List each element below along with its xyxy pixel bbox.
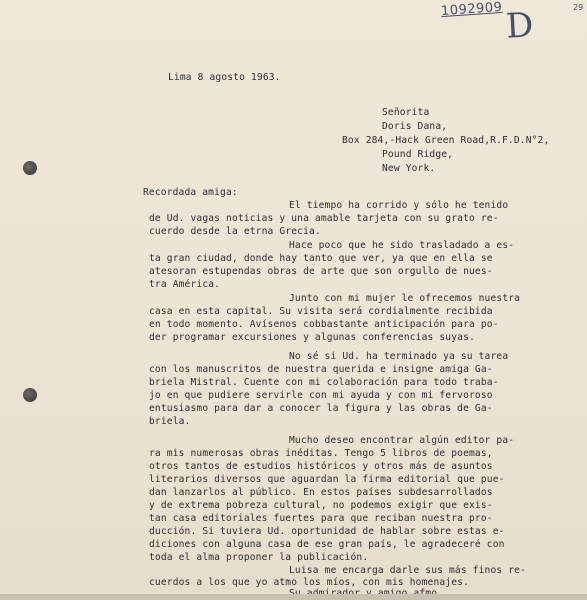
recipient-line: Box 284,-Hack Green Road,R.F.D.N°2,: [342, 135, 550, 146]
body-line: casa en esta capital. Su visita será cordialmente recibida: [149, 306, 493, 317]
body-line: dan lanzarlos al público. En estos países subdesarrollados: [149, 487, 493, 498]
recipient-line: New York.: [382, 163, 436, 174]
body-line: en todo momento. Avísenos cobbastante anticipación para po-: [149, 319, 499, 330]
body-line: y de extrema pobreza cultural, no podemos exigir que exis-: [149, 500, 493, 511]
body-line: tra América.: [149, 279, 221, 290]
body-line: Luisa me encarga darle sus más finos re-: [289, 565, 527, 576]
body-line: cuerdos a los que yo atmo los míos, con mis homenajes.: [149, 577, 469, 588]
body-line: entusiasmo para dar a conocer la figura y las obras de Ga-: [149, 403, 493, 414]
body-line: Hace poco que he sido trasladado a es-: [289, 240, 515, 251]
body-line: ducción. Si tuviera Ud. oportunidad de hablar sobre estas e-: [149, 526, 505, 537]
body-line: briela Mistral. Cuente con mi colaboración para todo traba-: [149, 377, 499, 388]
letter-mark: D: [504, 5, 535, 47]
recipient-line: Señorita: [382, 107, 430, 118]
body-line: tan casa editoriales fuertes para que reciban nuestra pro-: [149, 513, 493, 524]
body-line: ra mis numerosas obras inéditas. Tengo 5 libros de poemas,: [149, 448, 493, 459]
recipient-line: Pound Ridge,: [382, 149, 454, 160]
body-line: Junto con mi mujer le ofrecemos nuestra: [289, 293, 521, 304]
body-line: toda el alma proponer la publicación.: [149, 552, 369, 563]
body-line: atesoran estupendas obras de arte que son orgullo de nues-: [149, 266, 493, 277]
body-line: jo en que pudiere servirle con mi ayuda y con mi fervoroso: [149, 390, 493, 401]
archive-number: 1092909: [440, 0, 503, 20]
body-line: con los manuscritos de nuestra querida e insigne amiga Ga-: [149, 364, 493, 375]
corner-number: 29: [573, 3, 584, 12]
body-line: briela.: [149, 416, 191, 427]
body-line: cuerdo desde la etrna Grecia.: [149, 226, 321, 237]
punch-hole-top: [23, 161, 37, 175]
body-line: literarios diversos que aguardan la firma editorial que pue-: [149, 474, 505, 485]
salutation: Recordada amiga:: [143, 187, 238, 198]
recipient-line: Doris Dana,: [382, 121, 448, 132]
body-line: otros tantos de estudios históricos y otros más de asuntos: [149, 461, 493, 472]
page-bottom-edge: [0, 594, 587, 600]
body-line: No sé si Ud. ha terminado ya su tarea: [289, 351, 509, 362]
body-line: ta gran ciudad, donde hay tanto que ver, ya que en ella se: [149, 253, 493, 264]
body-line: der programar excursiones y algunas conferencias suyas.: [149, 332, 475, 343]
body-line: Mucho deseo encontrar algún editor pa-: [289, 435, 515, 446]
body-line: de Ud. vagas noticias y una amable tarjeta con su grato re-: [149, 213, 499, 224]
body-line: diciones con alguna casa de ese gran país, le agradeceré con: [149, 539, 505, 550]
body-line: El tiempo ha corrido y sólo he tenido: [289, 200, 509, 211]
punch-hole-bottom: [23, 388, 37, 402]
date-line: Lima 8 agosto 1963.: [168, 72, 281, 83]
